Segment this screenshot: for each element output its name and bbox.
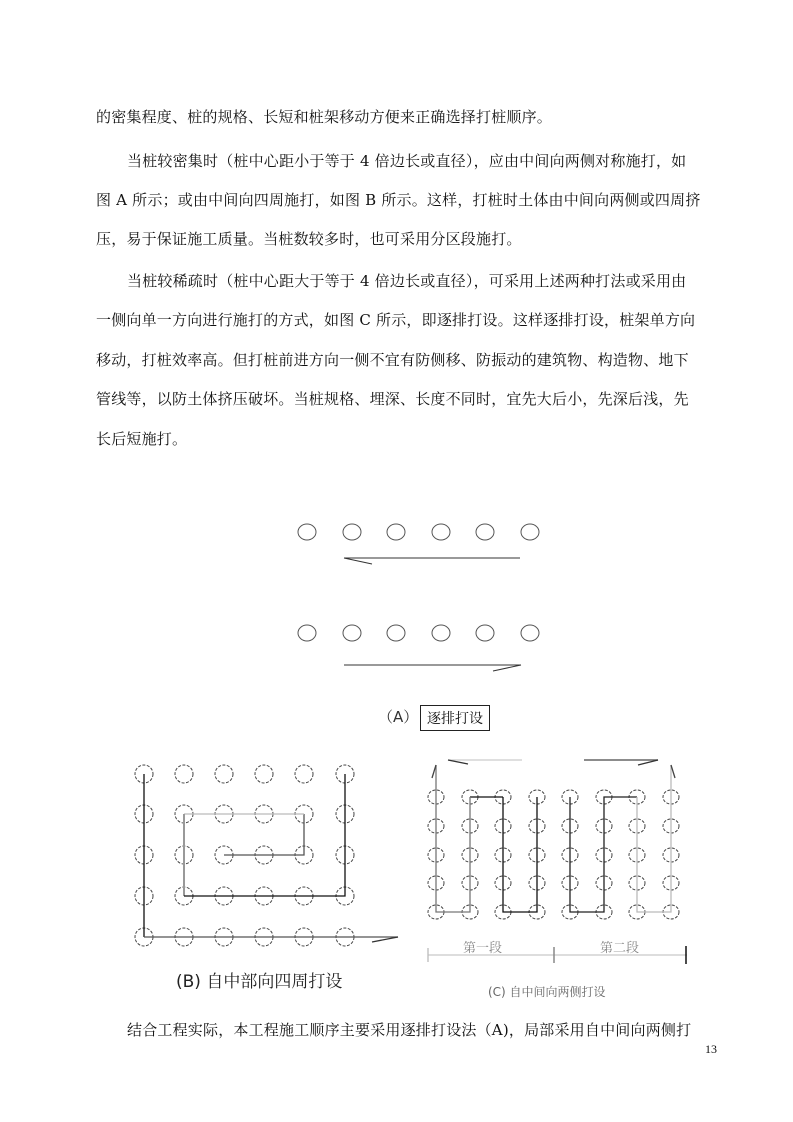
- figure-c-diagram: [428, 760, 687, 964]
- paragraph-line: 图 A 所示；或由中间向四周施打，如图 B 所示。这样，打桩时土体由中间向两侧或四周挤: [96, 191, 701, 209]
- arrow-head-icon: [372, 937, 398, 942]
- figure-c-caption: (C) 自中间向两侧打设: [488, 985, 606, 999]
- paragraph-line: 长后短施打。: [96, 430, 188, 448]
- figure-b-caption: (B) 自中部向四周打设: [176, 972, 343, 992]
- paragraph-line: 管线等，以防土体挤压破坏。当桩规格、埋深、长度不同时，宜先大后小，先深后浅，先: [96, 390, 689, 408]
- arrow-left-icon: [344, 558, 520, 564]
- paragraph-line: 结合工程实际，本工程施工顺序主要采用逐排打设法（A)，局部采用自中间向两侧打: [127, 1021, 692, 1039]
- figure-c-segment-1: 第一段: [463, 941, 503, 956]
- pile-row-top: [298, 524, 539, 540]
- page-number: 13: [705, 1042, 717, 1056]
- paragraph-line: 移动，打桩效率高。但打桩前进方向一侧不宜有防侧移、防振动的建筑物、构造物、地下: [96, 351, 689, 369]
- paragraph-line: 当桩较稀疏时（桩中心距大于等于 4 倍边长或直径），可采用上述两种打法或采用由: [127, 272, 687, 290]
- figure-a-label: （A）: [378, 708, 419, 726]
- paragraph-line: 当桩较密集时（桩中心距小于等于 4 倍边长或直径），应由中间向两侧对称施打，如: [127, 152, 687, 170]
- figure-c-segment-2: 第二段: [600, 941, 640, 956]
- figure-a-box-label: 逐排打设: [420, 705, 490, 731]
- arrow-right-icon: [344, 665, 521, 671]
- pile-row-bottom: [298, 625, 539, 641]
- paragraph-line: 的密集程度、桩的规格、长短和桩架移动方便来正确选择打桩顺序。: [96, 108, 553, 126]
- paragraph-line: 一侧向单一方向进行施打的方式，如图 C 所示，即逐排打设。这样逐排打设，桩架单方向: [96, 311, 696, 329]
- paragraph-line: 压，易于保证施工质量。当桩数较多时，也可采用分区段施打。: [96, 230, 522, 248]
- figure-a-diagram: [298, 524, 539, 671]
- figure-b-diagram: [135, 765, 398, 946]
